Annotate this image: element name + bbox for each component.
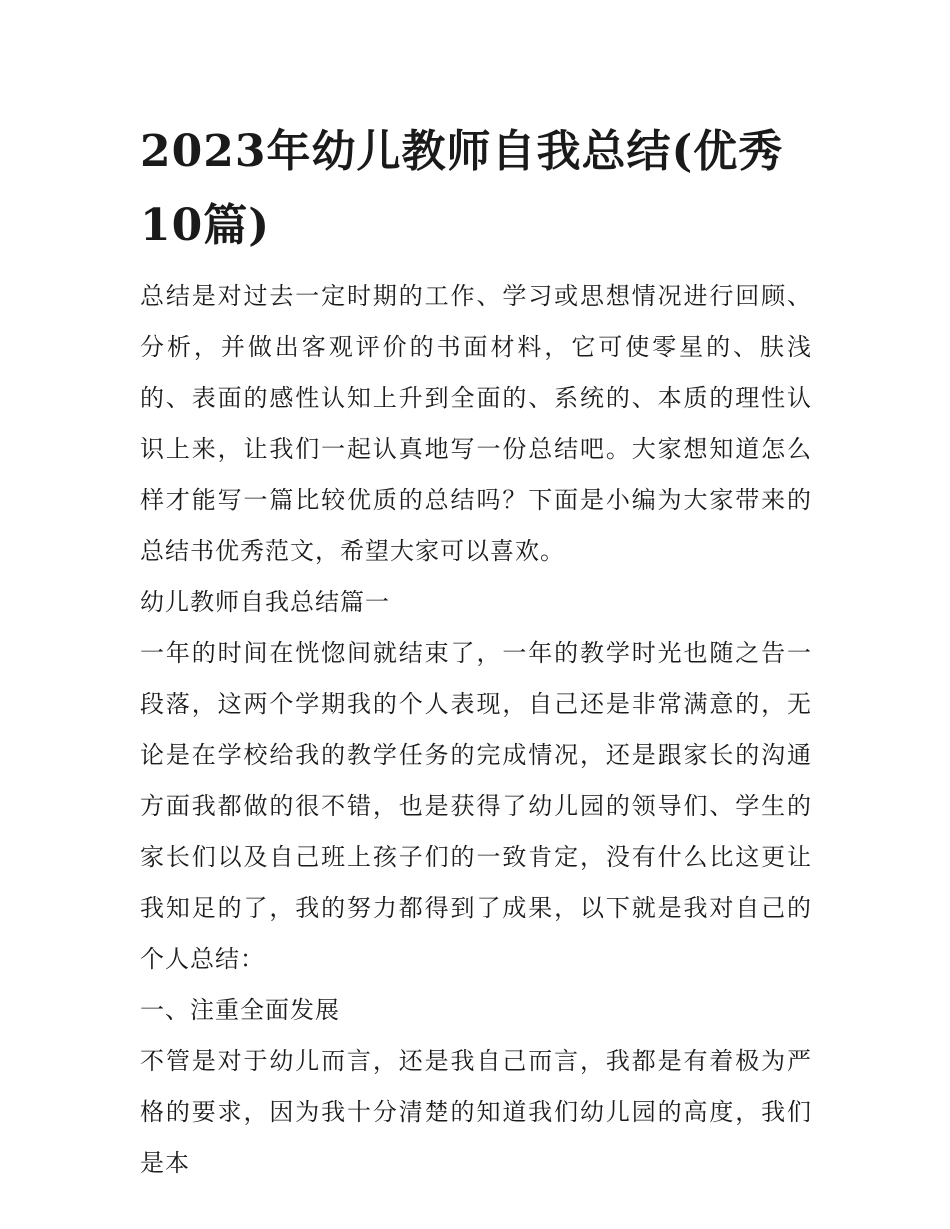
document-title: 2023年幼儿教师自我总结(优秀10篇)	[140, 126, 784, 251]
intro-paragraph: 总结是对过去一定时期的工作、学习或思想情况进行回顾、分析，并做出客观评价的书面材料，它可使零星的、肤浅的、表面的感性认知上升到全面的、系统的、本质的理性认识上来，让我们一起认真地写一份总结吧。大家想知道怎么样才能写一篇比较优质的总结吗？下面是小编为大家带来的总结书优秀范文，希望大家可以喜欢。	[140, 282, 812, 565]
body-paragraph-continued: 不管是对于幼儿而言，还是我自己而言，我都是有着极为严格的要求，因为我十分清楚的知道我们幼儿园的高度，我们是本	[140, 1047, 812, 1177]
subsection-heading: 一、注重全面发展	[140, 996, 340, 1024]
document-body	[140, 115, 812, 1189]
section-heading-part-one: 幼儿教师自我总结篇一	[140, 588, 390, 616]
body-paragraph: 一年的时间在恍惚间就结束了，一年的教学时光也随之告一段落，这两个学期我的个人表现，自己还是非常满意的，无论是在学校给我的教学任务的完成情况，还是跟家长的沟通方面我都做的很不错，也是获得了幼儿园的领导们、学生的家长们以及自己班上孩子们的一致肯定，没有什么比这更让我知足的了，我的努力都得到了成果，以下就是我对自己的个人总结：	[140, 639, 812, 973]
